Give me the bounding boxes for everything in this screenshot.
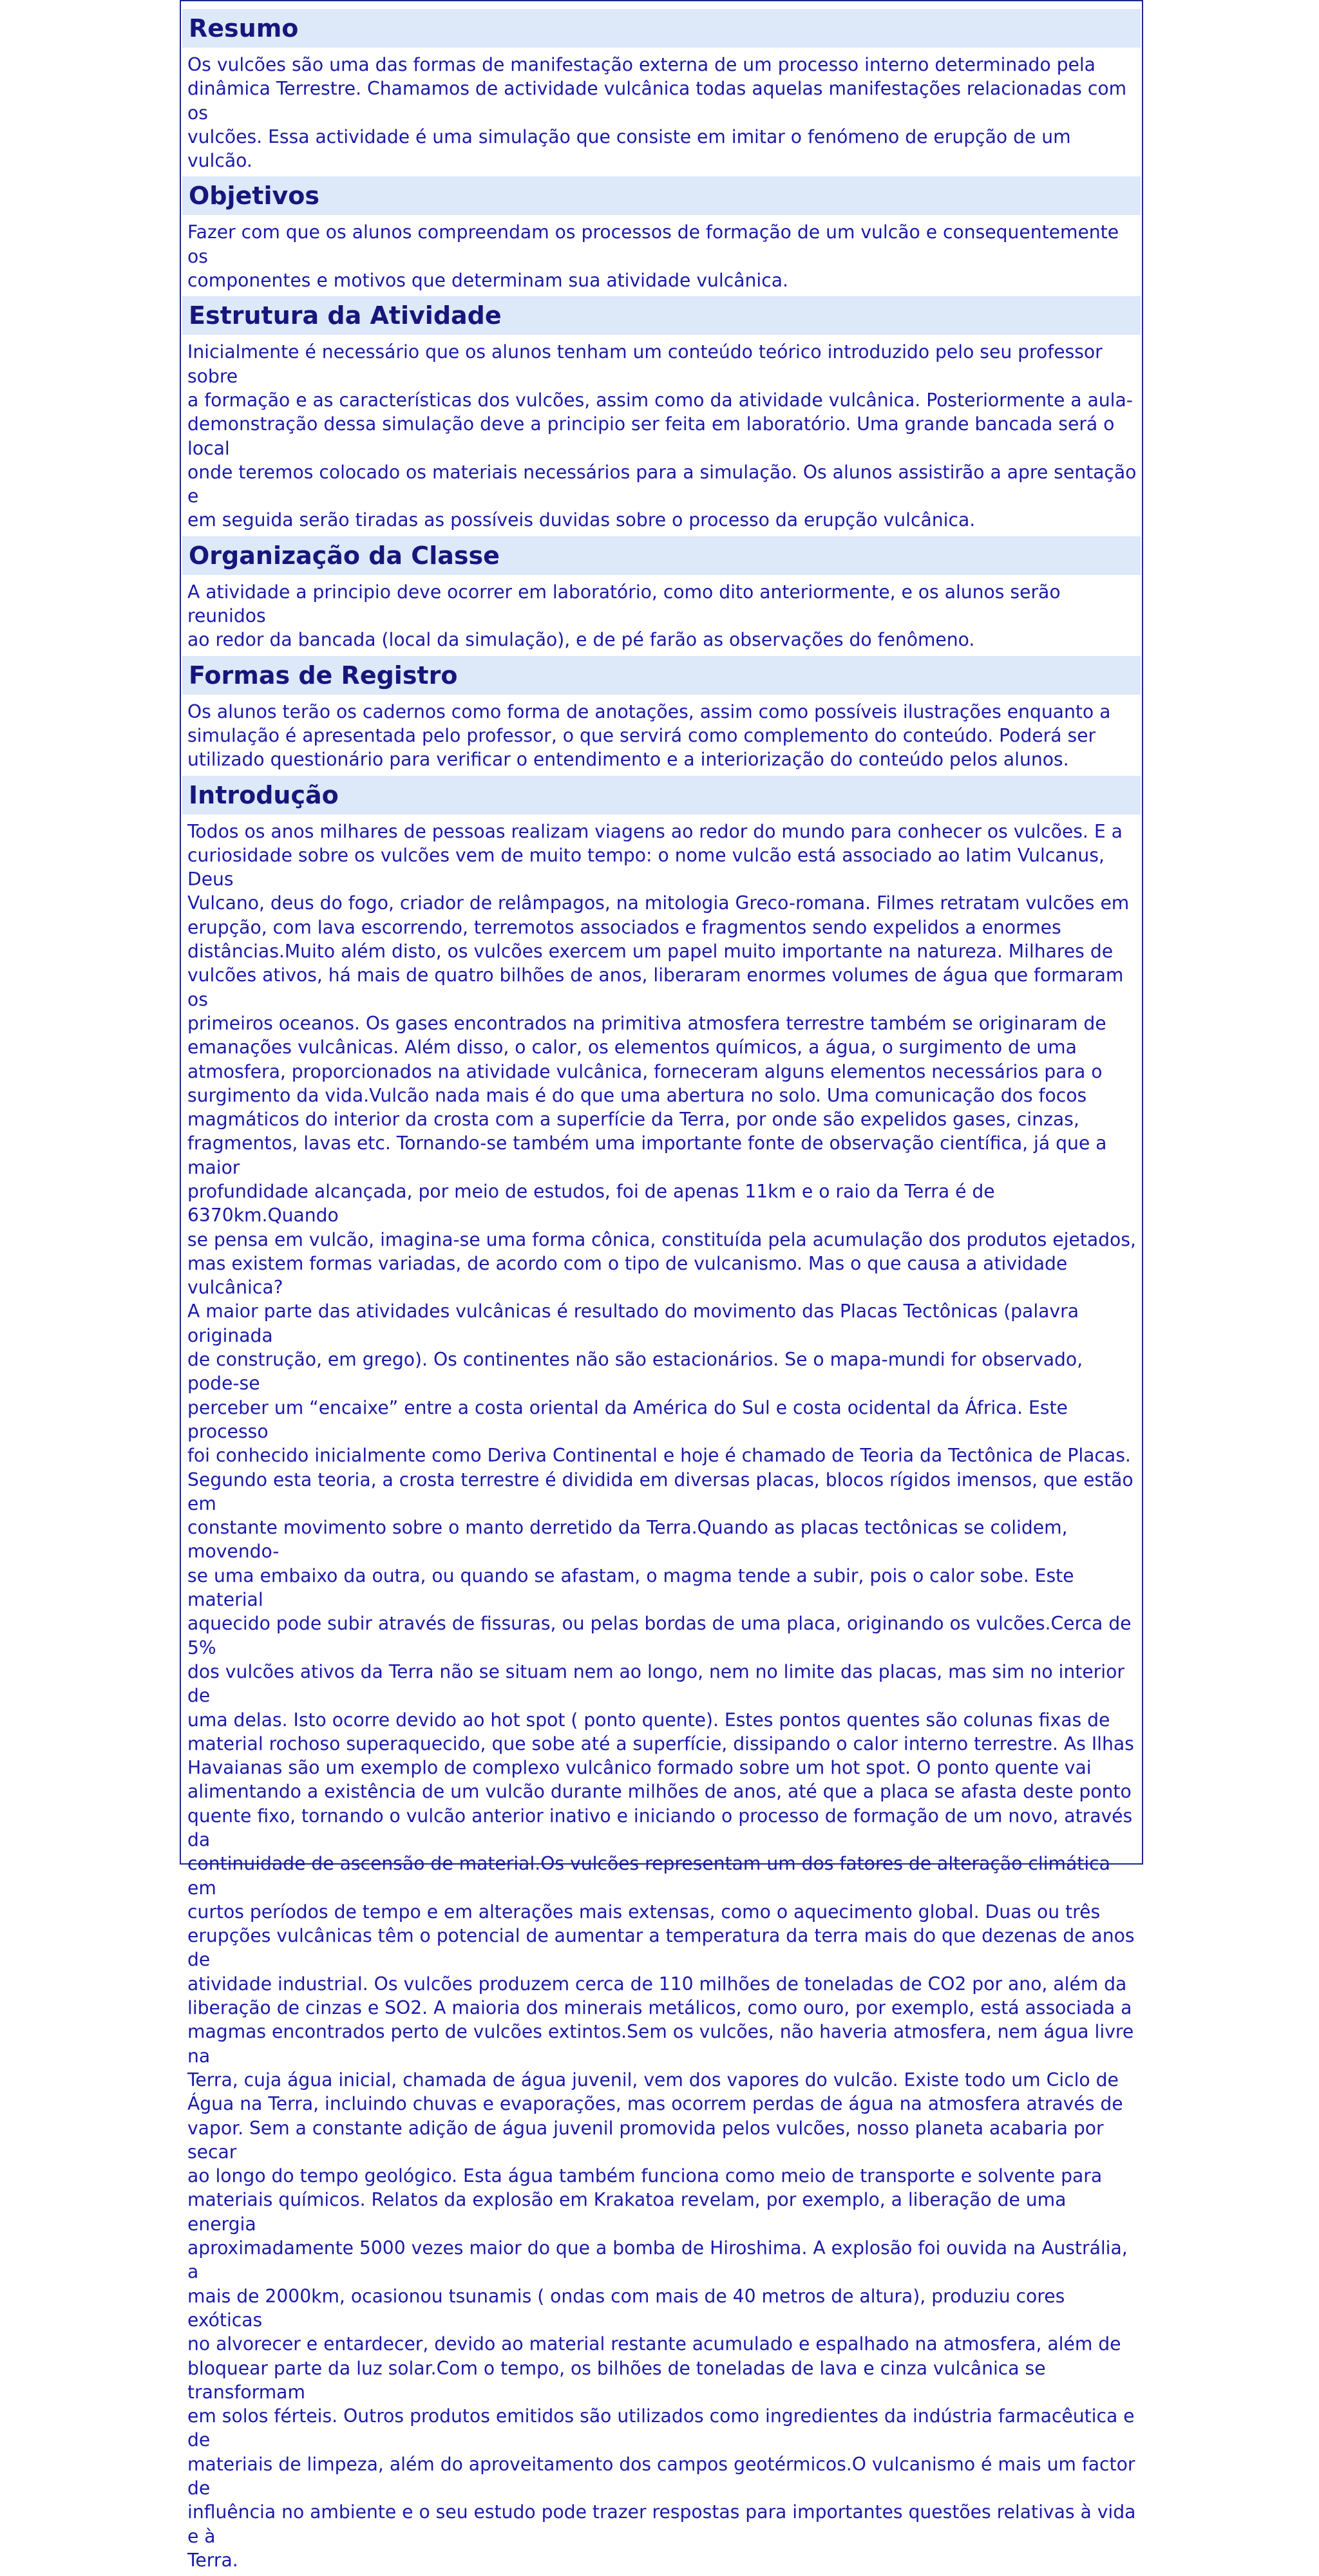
section-text-objetivos: Fazer com que os alunos compreendam os processos de formação de um vulcão e consequentemente os componentes e motivos que determinam sua atividade vulcânica. (187, 221, 1119, 292)
section-resumo (181, 9, 1142, 176)
section-estrutura (181, 296, 1142, 536)
section-title-resumo: Resumo (182, 9, 1141, 48)
section-organizacao (181, 536, 1142, 656)
section-title-objetivos: Objetivos (182, 176, 1141, 215)
section-title-estrutura: Estrutura da Atividade (182, 296, 1141, 335)
section-text-introducao: Todos os anos milhares de pessoas realizam viagens ao redor do mundo para conhecer os vulcões. E a curiosidade sobre os vulcões vem de muito tempo: o nome vulcão está associado ao latim Vulcanus, Deus Vulcano, deus do fogo, criador de relâmpagos, na mitologia Greco-romana. Filmes retratam vulcões em erupção, com lava escorrendo, terremotos associados e fragmentos sendo expelidos a enormes distâncias.Muito além disto, os vulcões exercem um papel muito importante na natureza. Milhares de vulcões ativos, há mais de quatro bilhões de anos, liberaram enormes volumes de água que formaram os primeiros oceanos. Os gases encontrados na primitiva atmosfera terrestre também se originaram de emanações vulcânicas. Além disso, o calor, os elementos químicos, a água, o surgimento de uma atmosfera, proporcionados na atividade vulcânica, forneceram alguns elementos necessários para o surgimento da vida.Vulcão nada mais é do que uma abertura no solo. Uma comunicação dos focos magmáticos do interior da crosta com a superfície da Terra, por onde são expelidos gases, cinzas, fragmentos, lavas etc. Tornando-se também uma importante fonte de observação científica, já que a maior profundidade alcançada, por meio de estudos, foi de apenas 11km e o raio da Terra é de 6370km.Quando se pensa em vulcão, imagina-se uma forma cônica, constituída pela acumulação dos produtos ejetados, mas existem formas variadas, de acordo com o tipo de vulcanismo. Mas o que causa a atividade vulcânica? A maior parte das atividades vulcânicas é resultado do movimento das Placas Tectônicas (palavra originada de construção, em grego). Os continentes não são estacionários. Se o mapa-mundi for observado, pode-se perceber um “encaixe” entre a costa oriental da América do Sul e costa ocidental da África. Este processo foi conhecido inicialmente como Deriva Continental e hoje é chamado de Teoria da Tectônica de Placas. Segundo esta teoria, a crosta terrestre é dividida em diversas placas, blocos rígidos imensos, que estão em constante movimento sobre o manto derretido da Terra.Quando as placas tectônicas se colidem, movendo- se uma embaixo da outra, ou quando se afastam, o magma tende a subir, pois o calor sobe. Este material aquecido pode subir através de fissuras, ou pelas bordas de uma placa, originando os vulcões.Cerca de 5% dos vulcões ativos da Terra não se situam nem ao longo, nem no limite das placas, mas sim no interior de uma delas. Isto ocorre devido ao hot spot ( ponto quente). Estes pontos quentes são colunas fixas de material rochoso superaquecido, que sobe até a superfície, dissipando o calor interno terrestre. As Ilhas Havaianas são um exemplo de complexo vulcânico formado sobre um hot spot. O ponto quente vai alimentando a existência de um vulcão durante milhões de anos, até que a placa se afasta deste ponto quente fixo, tornando o vulcão anterior inativo e iniciando o processo de formação de um novo, através da continuidade de ascensão de material.Os vulcões representam um dos fatores de alteração climática em curtos períodos de tempo e em alterações mais extensas, como o aquecimento global. Duas ou três erupções vulcânicas têm o potencial de aumentar a temperatura da terra mais do que dezenas de anos de atividade industrial. Os vulcões produzem cerca de 110 milhões de toneladas de CO2 por ano, além da liberação de cinzas e SO2. A maioria dos minerais metálicos, como ouro, por exemplo, está associada a magmas encontrados perto de vulcões extintos.Sem os vulcões, não haveria atmosfera, nem água livre na Terra, cuja água inicial, chamada de água juvenil, vem dos vapores do vulcão. Existe todo um Ciclo de Água na Terra, incluindo chuvas e evaporações, mas ocorrem perdas de água na atmosfera através de vapor. Sem a constante adição de água juvenil promovida pelos vulcões, nosso planeta acabaria por secar ao longo do tempo geológico. Esta água também funciona como meio de transporte e solvente para materiais químicos. Relatos da explosão em Krakatoa revelam, por exemplo, a liberação de uma energia aproximadamente 5000 vezes maior do que a bomba de Hiroshima. A explosão foi ouvida na Austrália, a mais de 2000km, ocasionou tsunamis ( ondas com mais de 40 metros de altura), produziu cores exóticas no alvorecer e entardecer, devido ao material restante acumulado e espalhado na atmosfera, além de bloquear parte da luz solar.Com o tempo, os bilhões de toneladas de lava e cinza vulcânica se transformam em solos férteis. Outros produtos emitidos são utilizados como ingredientes da indústria farmacêutica e de materiais de limpeza, além do aproveitamento dos campos geotérmicos.O vulcanismo é mais um factor de influência no ambiente e o seu estudo pode trazer respostas para importantes questões relativas à vida e à Terra. (187, 820, 1136, 2571)
section-text-estrutura: Inicialmente é necessário que os alunos tenham um conteúdo teórico introduzido pelo seu professor sobre a formação e as características dos vulcões, assim como da atividade vulcânica. Posteriormente a aula- demonstração dessa simulação deve a principio ser feita em laboratório. Uma grande bancada será o local onde teremos colocado os materiais necessários para a simulação. Os alunos assistirão a apre sentação e em seguida serão tiradas as possíveis duvidas sobre o processo da erupção vulcânica. (187, 341, 1137, 531)
section-objetivos (181, 176, 1142, 296)
section-title-introducao: Introdução (182, 776, 1141, 814)
section-text-registro: Os alunos terão os cadernos como forma de anotações, assim como possíveis ilustrações enquanto a simulação é apresentada pelo professor, o que servirá como complemento do conteúdo. Poderá ser utilizado questionário para verificar o entendimento e a interiorização do conteúdo pelos alunos. (187, 700, 1111, 771)
section-text-resumo: Os vulcões são uma das formas de manifestação externa de um processo interno determinado pela dinâmica Terrestre. Chamamos de actividade vulcânica todas aquelas manifestações relacionadas com os vulcões. Essa actividade é uma simulação que consiste em imitar o fenómeno de erupção de um vulcão. (187, 54, 1127, 172)
section-registro (181, 656, 1142, 776)
section-text-organizacao: A atividade a principio deve ocorrer em laboratório, como dito anteriormente, e os alunos serão reunidos ao redor da bancada (local da simulação), e de pé farão as observações do fenômeno. (187, 581, 1061, 651)
section-title-organizacao: Organização da Classe (182, 536, 1141, 575)
section-introducao (181, 776, 1142, 2576)
section-title-registro: Formas de Registro (182, 656, 1141, 695)
document-page (180, 0, 1143, 2571)
